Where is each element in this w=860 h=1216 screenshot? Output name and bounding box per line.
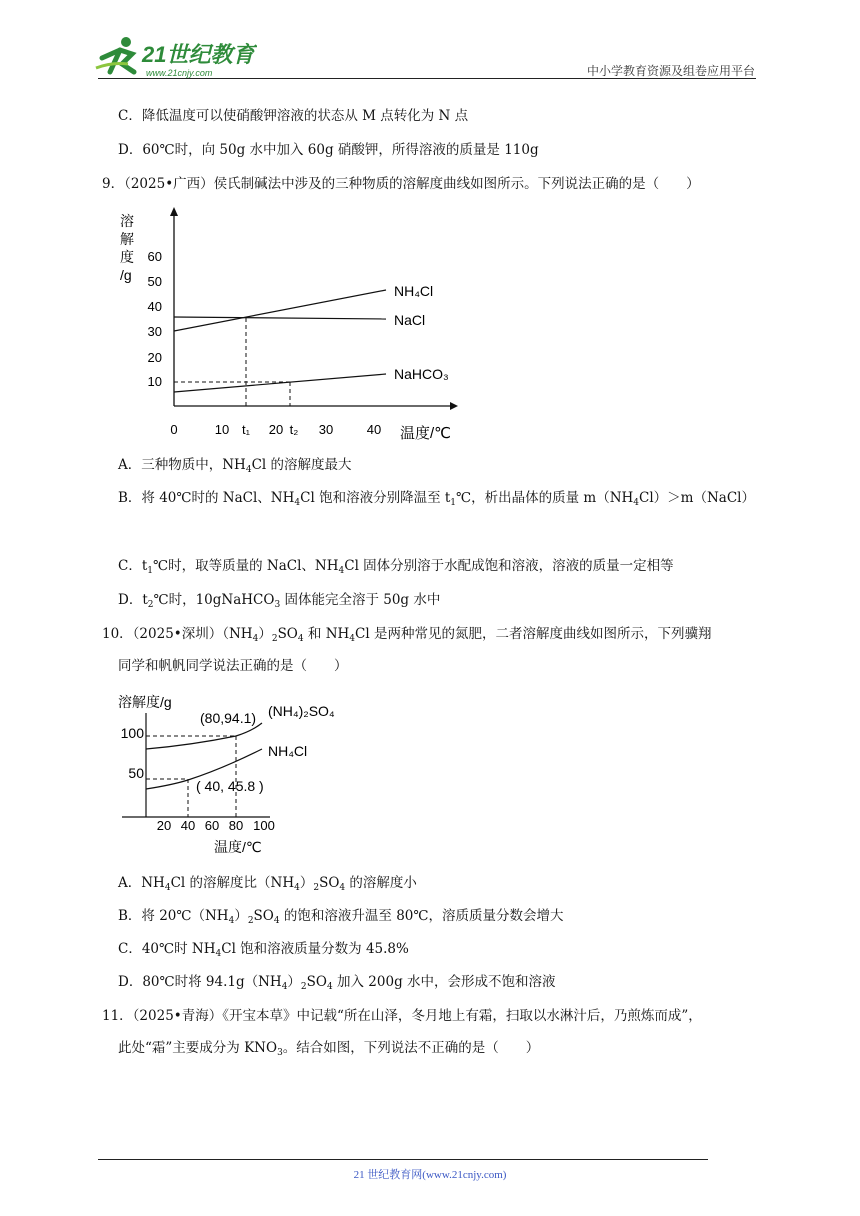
logo-url: www.21cnjy.com bbox=[146, 68, 213, 78]
q9-y-title-4: /g bbox=[120, 267, 132, 283]
q9-solubility-chart bbox=[110, 200, 470, 445]
runner-icon bbox=[96, 37, 134, 72]
q10-label-nh4-2so4: (NH₄)₂SO₄ bbox=[268, 703, 335, 719]
q9-ytick-30: 30 bbox=[147, 324, 162, 339]
q11-stem-line1: 11．（2025•青海）《开宝本草》中记载“所在山泽，冬月地上有霜，扫取以水淋汁后，乃煎炼而成”， bbox=[102, 1008, 702, 1024]
q9-curve-nacl bbox=[174, 317, 386, 319]
q10-xtick-40: 40 bbox=[180, 818, 196, 833]
q10-y-title: 溶解度/g bbox=[118, 694, 172, 710]
q9-xtick-20: 20 bbox=[268, 422, 284, 437]
q8-option-c: C．降低温度可以使硝酸钾溶液的状态从 M 点转化为 N 点 bbox=[118, 108, 469, 124]
q9-label-nh4cl: NH₄Cl bbox=[394, 283, 434, 299]
q10-option-d: D．80℃时将 $94.1g(NH_4)_2SO_4$ 加入 200g 水中，会形成不饱和溶液 bbox=[118, 974, 556, 992]
q9-y-title-2: 解 bbox=[120, 231, 134, 247]
q9-option-b: B．将 40℃时的 NaCl、$NH_4Cl$ 饱和溶液分别降温至 $t_1℃$，析出晶体的质量 $m(NH_4Cl)>m(NaCl)$ bbox=[118, 490, 755, 508]
q9-xtick-t2: t₂ bbox=[289, 422, 299, 437]
q10-option-c: C．40℃时 $NH_4Cl$ 饱和溶液质量分数为 45.8% bbox=[118, 941, 409, 959]
q10-stem-line2: 同学和帆帆同学说法正确的是（ ） bbox=[118, 658, 348, 674]
q10-x-title: 温度/℃ bbox=[214, 839, 262, 855]
q9-ytick-60: 60 bbox=[147, 249, 162, 264]
q9-xtick-0: 0 bbox=[170, 422, 178, 437]
q9-xtick-40: 40 bbox=[366, 422, 382, 437]
q9-ytick-10: 10 bbox=[147, 374, 162, 389]
q9-curve-nh4cl bbox=[174, 290, 386, 331]
site-logo bbox=[92, 34, 257, 80]
header-platform-text: 中小学教育资源及组卷应用平台 bbox=[586, 64, 755, 78]
q9-label-nahco3: NaHCO₃ bbox=[394, 366, 449, 382]
q9-option-a: A．三种物质中，$NH_4Cl$ 的溶解度最大 bbox=[118, 457, 352, 475]
q10-point-80: (80,94.1) bbox=[200, 710, 257, 726]
q9-label-nacl: NaCl bbox=[394, 312, 426, 328]
q10-stem-line1: 10．（2025•深圳）$(NH_4)_2SO_4$ 和 $NH_4Cl$ 是两种常见的氮肥，二者溶解度曲线如图所示，下列骥翔 bbox=[102, 626, 712, 644]
q9-ytick-40: 40 bbox=[147, 299, 162, 314]
q10-xtick-60: 60 bbox=[204, 818, 220, 833]
q9-xtick-t1: t₁ bbox=[242, 422, 250, 437]
q9-y-arrow bbox=[170, 207, 178, 216]
q9-xtick-30: 30 bbox=[318, 422, 334, 437]
footer-link[interactable]: 21 世纪教育网(www.21cnjy.com) bbox=[353, 1169, 507, 1181]
footer-divider bbox=[98, 1159, 708, 1160]
q10-xtick-100: 100 bbox=[253, 818, 275, 833]
q9-y-title-1: 溶 bbox=[120, 213, 134, 229]
q10-xtick-20: 20 bbox=[156, 818, 172, 833]
q9-stem: 9．（2025•广西）侯氏制碱法中涉及的三种物质的溶解度曲线如图所示。下列说法正确的是（ ） bbox=[102, 176, 700, 192]
q10-point-40: ( 40, 45.8 ) bbox=[196, 778, 264, 794]
q9-y-title-3: 度 bbox=[120, 249, 134, 265]
q10-solubility-chart bbox=[112, 685, 352, 857]
q9-x-title: 温度/℃ bbox=[400, 425, 452, 442]
q10-option-a: A．$NH_4Cl$ 的溶解度比$(NH_4)_2SO_4$ 的溶解度小 bbox=[118, 875, 417, 893]
q9-xtick-10: 10 bbox=[214, 422, 230, 437]
q9-ytick-20: 20 bbox=[147, 350, 162, 365]
q9-option-c: C．$t_1℃$时，取等质量的 NaCl、$NH_4Cl$ 固体分别溶于水配成饱和溶液，溶液的质量一定相等 bbox=[118, 558, 674, 576]
q9-x-arrow bbox=[450, 402, 458, 410]
q9-option-d: D．$t_2℃$时，10gNaHCO$_3$ 固体能完全溶于 50g 水中 bbox=[118, 592, 441, 610]
q10-option-b: B．将 $20℃(NH_4)_2SO_4$ 的饱和溶液升温至 80℃，溶质质量分数会增大 bbox=[118, 908, 564, 926]
q10-ytick-50: 50 bbox=[128, 765, 144, 781]
header-divider bbox=[98, 78, 756, 79]
q8-option-d: D．60℃时，向 50g 水中加入 60g 硝酸钾，所得溶液的质量是 110g bbox=[118, 142, 539, 158]
q10-xtick-80: 80 bbox=[228, 818, 244, 833]
q10-label-nh4cl: NH₄Cl bbox=[268, 743, 308, 759]
q9-curve-nahco3 bbox=[174, 374, 386, 392]
logo-text: 21世纪教育 bbox=[142, 42, 255, 67]
q11-stem-line2: 此处“霜”主要成分为 $KNO_3$。结合如图，下列说法不正确的是（ ） bbox=[118, 1040, 540, 1058]
q10-ytick-100: 100 bbox=[120, 725, 144, 741]
q9-ytick-50: 50 bbox=[147, 274, 162, 289]
